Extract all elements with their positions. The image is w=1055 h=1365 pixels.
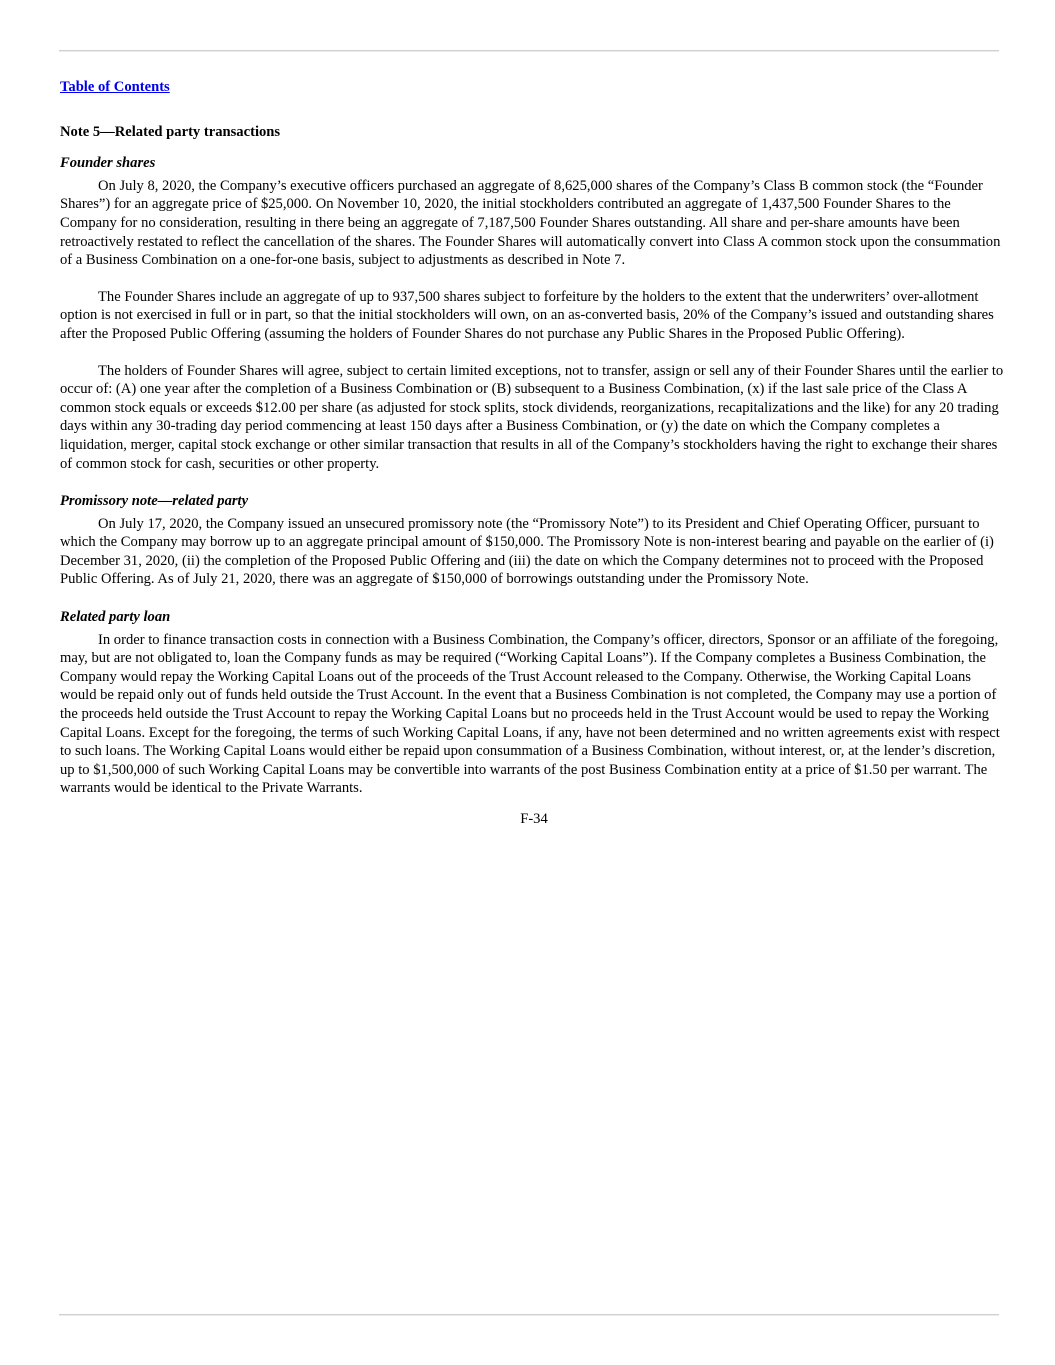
bottom-divider	[59, 1314, 999, 1315]
table-of-contents-link[interactable]: Table of Contents	[60, 79, 170, 95]
document-page	[60, 78, 1008, 829]
note-title: Note 5—Related party transactions	[60, 123, 281, 140]
related-party-loan-paragraph: In order to finance transaction costs in connection with a Business Combination, the Company’s officer, directors, Sponsor or an affiliate of the foregoing, may, but are not obligated to, loan the Company funds as may be required (“Working Capital Loans”). If the Company completes a Business Combination, the Company would repay the Working Capital Loans out of the proceeds of the Trust Account released to the Company. Otherwise, the Working Capital Loans would be repaid only out of funds held outside the Trust Account. In the event that a Business Combination is not completed, the Company may use a portion of the proceeds held outside the Trust Account to repay the Working Capital Loans but no proceeds held in the Trust Account would be used to repay the Working Capital Loans. Except for the foregoing, the terms of such Working Capital Loans, if any, have not been determined and no written agreements exist with respect to such loans. The Working Capital Loans would either be repaid upon consummation of a Business Combination, without interest, or, at the lender’s discretion, up to $1,500,000 of such Working Capital Loans may be convertible into warrants of the post Business Combination entity at a price of $1.50 per warrant. The warrants would be identical to the Private Warrants.	[60, 631, 1000, 797]
promissory-note-heading: Promissory note—related party	[60, 493, 249, 510]
founder-shares-paragraph-3: The holders of Founder Shares will agree, subject to certain limited exceptions, not to transfer, assign or sell any of their Founder Shares until the earlier to occur of: (A) one year after the completion of a Business Combination or (B) subsequent to a Business Combination, (x) if the last sale price of the Class A common stock equals or exceeds $12.00 per share (as adjusted for stock splits, stock dividends, reorganizations, recapitalizations and the like) for any 20 trading days within any 30-trading day period commencing at least 150 days after a Business Combination, or (y) the date on which the Company completes a liquidation, merger, capital stock exchange or other similar transaction that results in all of the Company’s stockholders having the right to exchange their shares of common stock for cash, securities or other property.	[60, 362, 1004, 472]
founder-shares-heading: Founder shares	[60, 155, 156, 172]
promissory-note-paragraph: On July 17, 2020, the Company issued an unsecured promissory note (the “Promissory Note”) to its President and Chief Operating Officer, pursuant to which the Company may borrow up to an aggregate principal amount of $150,000. The Promissory Note is non-interest bearing and payable on the earlier of (i) December 31, 2020, (ii) the completion of the Proposed Public Offering and (iii) the date on which the Company determines not to proceed with the Proposed Public Offering. As of July 21, 2020, there was an aggregate of $150,000 of borrowings outstanding under the Promissory Note.	[60, 515, 994, 588]
founder-shares-paragraph-1: On July 8, 2020, the Company’s executive officers purchased an aggregate of 8,625,000 shares of the Company’s Class B common stock (the “Founder Shares”) for an aggregate price of $25,000. On November 10, 2020, the initial stockholders contributed an aggregate of 1,437,500 Founder Shares to the Company for no consideration, resulting in there being an aggregate of 7,187,500 Founder Shares outstanding. All share and per-share amounts have been retroactively restated to reflect the cancellation of the shares. The Founder Shares will automatically convert into Class A common stock upon the consummation of a Business Combination on a one-for-one basis, subject to adjustments as described in Note 7.	[60, 177, 1001, 269]
founder-shares-paragraph-2: The Founder Shares include an aggregate of up to 937,500 shares subject to forfeiture by the holders to the extent that the underwriters’ over-allotment option is not exercised in full or in part, so that the initial stockholders will own, on an as-converted basis, 20% of the Company’s issued and outstanding shares after the Proposed Public Offering (assuming the holders of Founder Shares do not purchase any Public Shares in the Proposed Public Offering).	[60, 288, 994, 342]
related-party-loan-heading: Related party loan	[60, 609, 171, 626]
top-divider	[59, 50, 999, 51]
page-number: F-34	[520, 811, 548, 827]
